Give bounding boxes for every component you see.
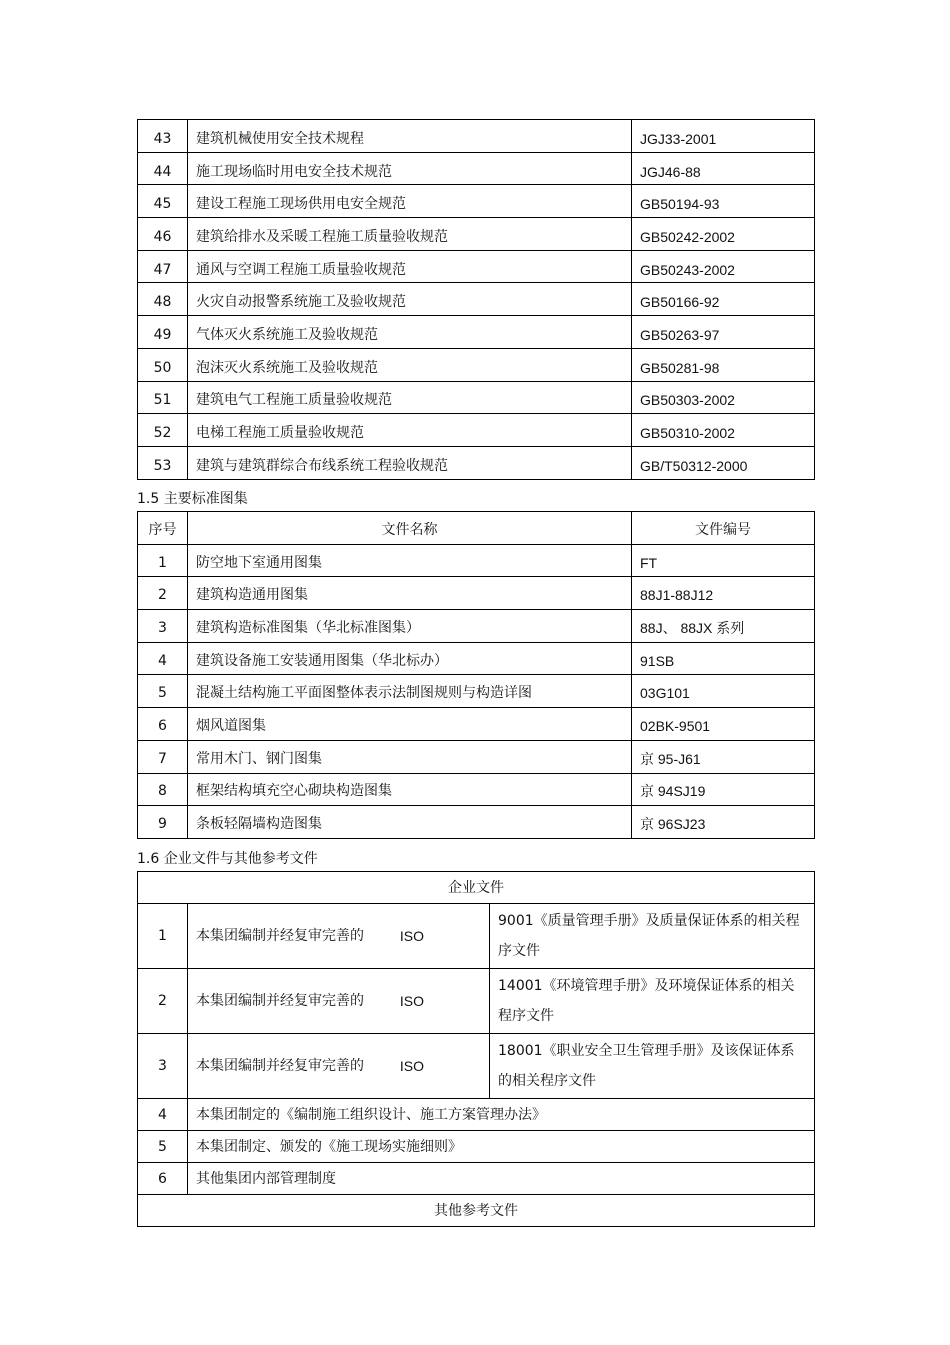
other-header-row bbox=[138, 1195, 815, 1227]
atlas-row bbox=[138, 675, 815, 708]
atlas-header-row bbox=[138, 512, 815, 545]
standard-row bbox=[138, 283, 815, 316]
iso-doc-left-text: 本集团编制并经复审完善的 bbox=[196, 928, 364, 944]
enterprise-doc-row bbox=[138, 1163, 815, 1195]
atlas-name: 建筑设备施工安装通用图集（华北标办） bbox=[188, 642, 632, 675]
header-name: 文件名称 bbox=[188, 512, 632, 545]
atlas-code: 京 94SJ19 bbox=[632, 773, 815, 806]
atlas-no: 1 bbox=[138, 544, 188, 577]
standard-name: 建筑给排水及采暖工程施工质量验收规范 bbox=[188, 218, 632, 251]
standard-no: 45 bbox=[138, 185, 188, 218]
atlas-no: 7 bbox=[138, 740, 188, 773]
atlas-name: 框架结构填充空心砌块构造图集 bbox=[188, 773, 632, 806]
atlas-code: 88J、 88JX 系列 bbox=[632, 610, 815, 643]
atlas-code: 91SB bbox=[632, 642, 815, 675]
iso-doc-row bbox=[138, 1034, 815, 1099]
atlas-row bbox=[138, 544, 815, 577]
atlas-no: 2 bbox=[138, 577, 188, 610]
standard-no: 48 bbox=[138, 283, 188, 316]
iso-doc-iso: ISO bbox=[399, 928, 424, 944]
standard-row bbox=[138, 152, 815, 185]
atlas-row bbox=[138, 708, 815, 741]
standard-code: JGJ33-2001 bbox=[632, 120, 815, 153]
iso-doc-no: 2 bbox=[138, 969, 188, 1034]
atlas-name: 防空地下室通用图集 bbox=[188, 544, 632, 577]
header-no: 序号 bbox=[138, 512, 188, 545]
atlas-no: 6 bbox=[138, 708, 188, 741]
atlas-name: 烟风道图集 bbox=[188, 708, 632, 741]
standard-row bbox=[138, 381, 815, 414]
atlas-code: FT bbox=[632, 544, 815, 577]
standard-row bbox=[138, 250, 815, 283]
atlas-no: 5 bbox=[138, 675, 188, 708]
standards-table bbox=[137, 119, 815, 480]
standard-code: GB50194-93 bbox=[632, 185, 815, 218]
atlas-code: 88J1-88J12 bbox=[632, 577, 815, 610]
iso-doc-left-text: 本集团编制并经复审完善的 bbox=[196, 993, 364, 1009]
atlas-no: 4 bbox=[138, 642, 188, 675]
atlas-row bbox=[138, 610, 815, 643]
atlas-name: 条板轻隔墙构造图集 bbox=[188, 806, 632, 839]
atlas-code: 02BK-9501 bbox=[632, 708, 815, 741]
atlas-name: 建筑构造通用图集 bbox=[188, 577, 632, 610]
standard-no: 43 bbox=[138, 120, 188, 153]
standard-name: 泡沫灭火系统施工及验收规范 bbox=[188, 348, 632, 381]
standard-no: 49 bbox=[138, 316, 188, 349]
atlas-name: 混凝土结构施工平面图整体表示法制图规则与构造详图 bbox=[188, 675, 632, 708]
atlas-code: 京 96SJ23 bbox=[632, 806, 815, 839]
standard-no: 44 bbox=[138, 152, 188, 185]
iso-doc-left-text: 本集团编制并经复审完善的 bbox=[196, 1058, 364, 1074]
enterprise-doc-row bbox=[138, 1131, 815, 1163]
atlas-no: 3 bbox=[138, 610, 188, 643]
iso-doc-no: 1 bbox=[138, 904, 188, 969]
standard-row bbox=[138, 348, 815, 381]
atlas-no: 8 bbox=[138, 773, 188, 806]
atlas-row bbox=[138, 577, 815, 610]
enterprise-header-row bbox=[138, 872, 815, 904]
standard-row bbox=[138, 218, 815, 251]
standard-row bbox=[138, 120, 815, 153]
standard-name: 通风与空调工程施工质量验收规范 bbox=[188, 250, 632, 283]
atlas-row bbox=[138, 806, 815, 839]
atlas-name: 建筑构造标准图集（华北标准图集） bbox=[188, 610, 632, 643]
standard-name: 建筑与建筑群综合布线系统工程验收规范 bbox=[188, 446, 632, 479]
standard-row bbox=[138, 414, 815, 447]
header-code: 文件编号 bbox=[632, 512, 815, 545]
standard-code: GB50310-2002 bbox=[632, 414, 815, 447]
standard-code: GB50166-92 bbox=[632, 283, 815, 316]
standard-no: 46 bbox=[138, 218, 188, 251]
standard-no: 51 bbox=[138, 381, 188, 414]
enterprise-docs-table bbox=[137, 871, 815, 1227]
iso-doc-left bbox=[188, 969, 490, 1034]
section-title-1-6: 1.6 企业文件与其他参考文件 bbox=[137, 851, 318, 867]
standard-name: 建设工程施工现场供用电安全规范 bbox=[188, 185, 632, 218]
standard-name: 建筑电气工程施工质量验收规范 bbox=[188, 381, 632, 414]
standard-name: 电梯工程施工质量验收规范 bbox=[188, 414, 632, 447]
standard-row bbox=[138, 185, 815, 218]
standard-code: GB50243-2002 bbox=[632, 250, 815, 283]
standard-code: JGJ46-88 bbox=[632, 152, 815, 185]
atlas-no: 9 bbox=[138, 806, 188, 839]
standard-code: GB50242-2002 bbox=[632, 218, 815, 251]
enterprise-doc-text: 本集团制定、颁发的《施工现场实施细则》 bbox=[188, 1131, 815, 1163]
other-header: 其他参考文件 bbox=[138, 1195, 815, 1227]
enterprise-doc-text: 其他集团内部管理制度 bbox=[188, 1163, 815, 1195]
atlas-name: 常用木门、钢门图集 bbox=[188, 740, 632, 773]
iso-doc-row bbox=[138, 904, 815, 969]
enterprise-doc-no: 5 bbox=[138, 1131, 188, 1163]
enterprise-doc-no: 6 bbox=[138, 1163, 188, 1195]
atlas-row bbox=[138, 773, 815, 806]
atlas-row bbox=[138, 642, 815, 675]
atlas-code: 京 95-J61 bbox=[632, 740, 815, 773]
enterprise-doc-no: 4 bbox=[138, 1099, 188, 1131]
iso-doc-iso: ISO bbox=[399, 1058, 424, 1074]
atlas-row bbox=[138, 740, 815, 773]
standard-name: 火灾自动报警系统施工及验收规范 bbox=[188, 283, 632, 316]
standard-name: 气体灭火系统施工及验收规范 bbox=[188, 316, 632, 349]
section-title-1-5: 1.5 主要标准图集 bbox=[137, 491, 248, 507]
iso-doc-right: 18001《职业安全卫生管理手册》及该保证体系的相关程序文件 bbox=[490, 1034, 815, 1099]
standard-no: 53 bbox=[138, 446, 188, 479]
standard-row bbox=[138, 316, 815, 349]
standard-no: 50 bbox=[138, 348, 188, 381]
standard-code: GB50303-2002 bbox=[632, 381, 815, 414]
enterprise-header: 企业文件 bbox=[138, 872, 815, 904]
enterprise-doc-row bbox=[138, 1099, 815, 1131]
standard-code: GB/T50312-2000 bbox=[632, 446, 815, 479]
iso-doc-no: 3 bbox=[138, 1034, 188, 1099]
standard-no: 52 bbox=[138, 414, 188, 447]
standard-code: GB50281-98 bbox=[632, 348, 815, 381]
standard-name: 施工现场临时用电安全技术规范 bbox=[188, 152, 632, 185]
iso-doc-left bbox=[188, 904, 490, 969]
iso-doc-right: 9001《质量管理手册》及质量保证体系的相关程序文件 bbox=[490, 904, 815, 969]
standard-no: 47 bbox=[138, 250, 188, 283]
iso-doc-row bbox=[138, 969, 815, 1034]
atlas-code: 03G101 bbox=[632, 675, 815, 708]
standard-name: 建筑机械使用安全技术规程 bbox=[188, 120, 632, 153]
iso-doc-iso: ISO bbox=[399, 993, 424, 1009]
standard-code: GB50263-97 bbox=[632, 316, 815, 349]
iso-doc-left bbox=[188, 1034, 490, 1099]
iso-doc-right: 14001《环境管理手册》及环境保证体系的相关程序文件 bbox=[490, 969, 815, 1034]
enterprise-doc-text: 本集团制定的《编制施工组织设计、施工方案管理办法》 bbox=[188, 1099, 815, 1131]
atlas-table bbox=[137, 511, 815, 839]
standard-row bbox=[138, 446, 815, 479]
